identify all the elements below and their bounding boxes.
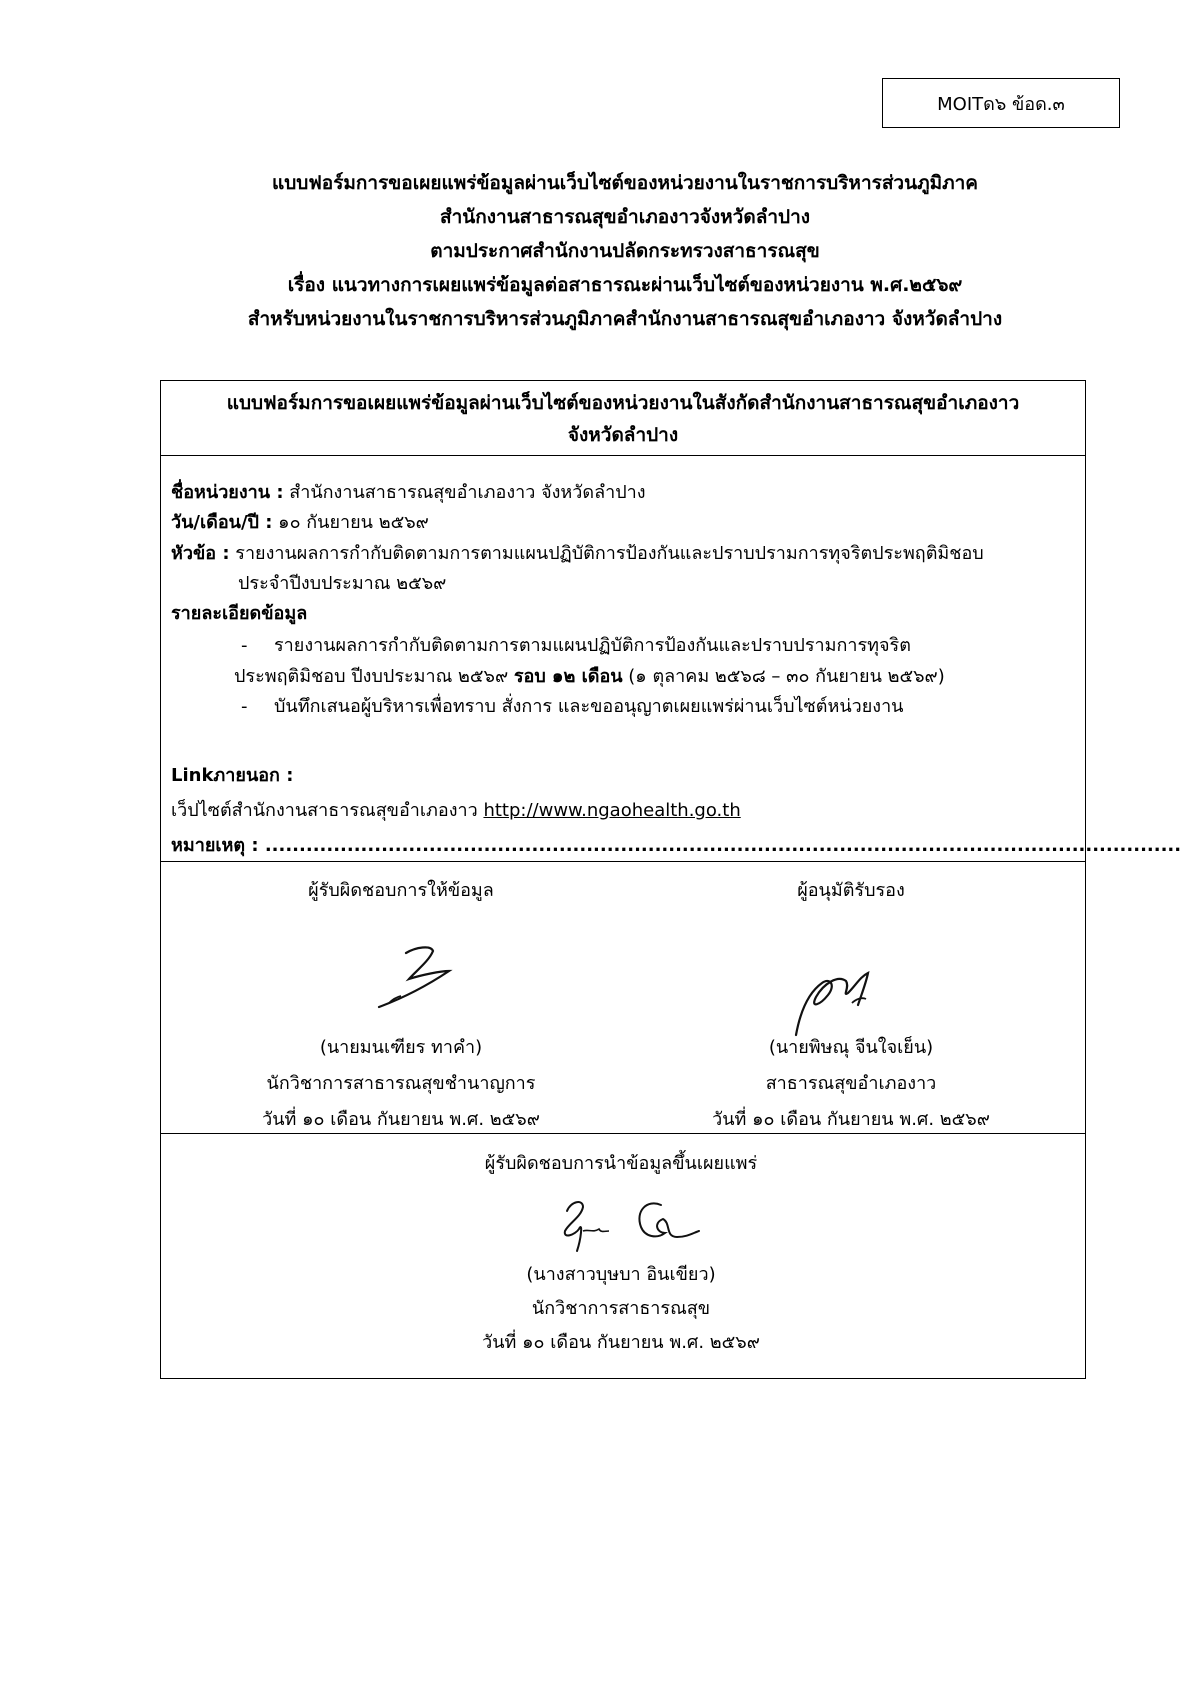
right-role: ผู้อนุมัติรับรอง bbox=[797, 880, 905, 901]
right-date: วันที่ ๑๐ เดือน กันยายน พ.ศ. ๒๕๖๙ bbox=[712, 1109, 990, 1130]
bottom-role: ผู้รับผิดชอบการนำข้อมูลขึ้นเผยแพร่ bbox=[484, 1153, 758, 1174]
detail-1-period-c: (๑ ตุลาคม ๒๕๖๘ – ๓๐ กันยายน ๒๕๖๙) bbox=[622, 666, 945, 687]
header-line-5: สำหรับหน่วยงานในราชการบริหารส่วนภูมิภาคสำนักงานสาธารณสุขอำเภองาว จังหวัดลำปาง bbox=[247, 308, 1003, 330]
link-row bbox=[171, 796, 741, 826]
document-code: MOITด๖ ข้อด.๓ bbox=[937, 93, 1065, 115]
left-position: นักวิชาการสาธารณสุขชำนาญการ bbox=[266, 1073, 536, 1094]
date-row bbox=[171, 508, 429, 538]
detail-1-line-2 bbox=[234, 662, 945, 692]
header-line-3: ตามประกาศสำนักงานปลัดกระทรวงสาธารณสุข bbox=[430, 240, 820, 262]
bottom-position: นักวิชาการสาธารณสุข bbox=[531, 1298, 711, 1319]
right-position: สาธารณสุขอำเภองาว bbox=[765, 1073, 937, 1094]
subject-value-line-2: ประจำปีงบประมาณ ๒๕๖๙ bbox=[238, 573, 447, 594]
agency-label: ชื่อหน่วยงาน : bbox=[171, 482, 284, 503]
left-signature-image bbox=[371, 941, 471, 1021]
website-link[interactable]: http://www.ngaohealth.go.th bbox=[483, 800, 741, 821]
detail-1-period-a: ประพฤติมิชอบ ปีงบประมาณ ๒๕๖๙ bbox=[234, 666, 514, 687]
form-title bbox=[161, 387, 1085, 451]
bottom-name: (นางสาวบุษบา อินเขียว) bbox=[526, 1264, 716, 1285]
form-title-line-1: แบบฟอร์มการขอเผยแพร่ข้อมูลผ่านเว็บไซต์ของหน่วยงานในสังกัดสำนักงานสาธารณสุขอำเภองาว bbox=[226, 392, 1020, 414]
bottom-signature-image bbox=[553, 1193, 713, 1257]
header-line-4: เรื่อง แนวทางการเผยแพร่ข้อมูลต่อสาธารณะผ่านเว็บไซต์ของหน่วยงาน พ.ศ.๒๕๖๙ bbox=[287, 274, 963, 296]
document-code-box bbox=[882, 78, 1120, 128]
form-title-line-2: จังหวัดลำปาง bbox=[567, 424, 679, 446]
form-divider-2 bbox=[161, 861, 1085, 862]
remark-row: หมายเหตุ : ...................................................................................................................................... bbox=[171, 835, 1182, 856]
link-label: Linkภายนอก : bbox=[171, 765, 294, 786]
subject-row bbox=[171, 539, 984, 569]
date-value: ๑๐ กันยายน ๒๕๖๙ bbox=[272, 512, 429, 533]
right-name: (นายพิษณุ จีนใจเย็น) bbox=[768, 1037, 934, 1058]
detail-2-text: บันทึกเสนอผู้บริหารเพื่อทราบ สั่งการ และขออนุญาตเผยแพร่ผ่านเว็บไซต์หน่วยงาน bbox=[274, 696, 904, 717]
publication-form bbox=[160, 380, 1182, 1379]
header-line-2: สำนักงานสาธารณสุขอำเภองาวจังหวัดลำปาง bbox=[439, 206, 811, 228]
date-label: วัน/เดือน/ปี : bbox=[171, 512, 273, 533]
detail-1-dash: - bbox=[241, 635, 248, 656]
left-name: (นายมนเฑียร ทาคำ) bbox=[319, 1037, 483, 1058]
left-role: ผู้รับผิดชอบการให้ข้อมูล bbox=[308, 880, 494, 901]
bottom-date: วันที่ ๑๐ เดือน กันยายน พ.ศ. ๒๕๖๙ bbox=[482, 1332, 760, 1353]
agency-value: สำนักงานสาธารณสุขอำเภองาว จังหวัดลำปาง bbox=[283, 482, 646, 503]
detail-2-dash: - bbox=[241, 696, 248, 717]
left-date: วันที่ ๑๐ เดือน กันยายน พ.ศ. ๒๕๖๙ bbox=[262, 1109, 540, 1130]
right-signature-image bbox=[786, 963, 906, 1043]
header-line-1: แบบฟอร์มการขอเผยแพร่ข้อมูลผ่านเว็บไซต์ของหน่วยงานในราชการบริหารส่วนภูมิภาค bbox=[271, 172, 979, 194]
link-prefix: เว็ปไซต์สำนักงานสาธารณสุขอำเภองาว bbox=[171, 800, 484, 821]
details-label: รายละเอียดข้อมูล bbox=[171, 603, 308, 624]
form-divider-1 bbox=[161, 455, 1085, 456]
detail-1-period-b: รอบ ๑๒ เดือน bbox=[513, 666, 623, 687]
agency-row bbox=[171, 478, 646, 508]
subject-label: หัวข้อ : bbox=[171, 543, 230, 564]
detail-1-text: รายงานผลการกำกับติดตามการตามแผนปฏิบัติการป้องกันและปราบปรามการทุจริต bbox=[274, 635, 911, 656]
subject-value: รายงานผลการกำกับติดตามการตามแผนปฏิบัติการป้องกันและปราบปรามการทุจริตประพฤติมิชอบ bbox=[229, 543, 984, 564]
form-divider-3 bbox=[161, 1133, 1085, 1134]
document-header bbox=[100, 166, 1150, 336]
